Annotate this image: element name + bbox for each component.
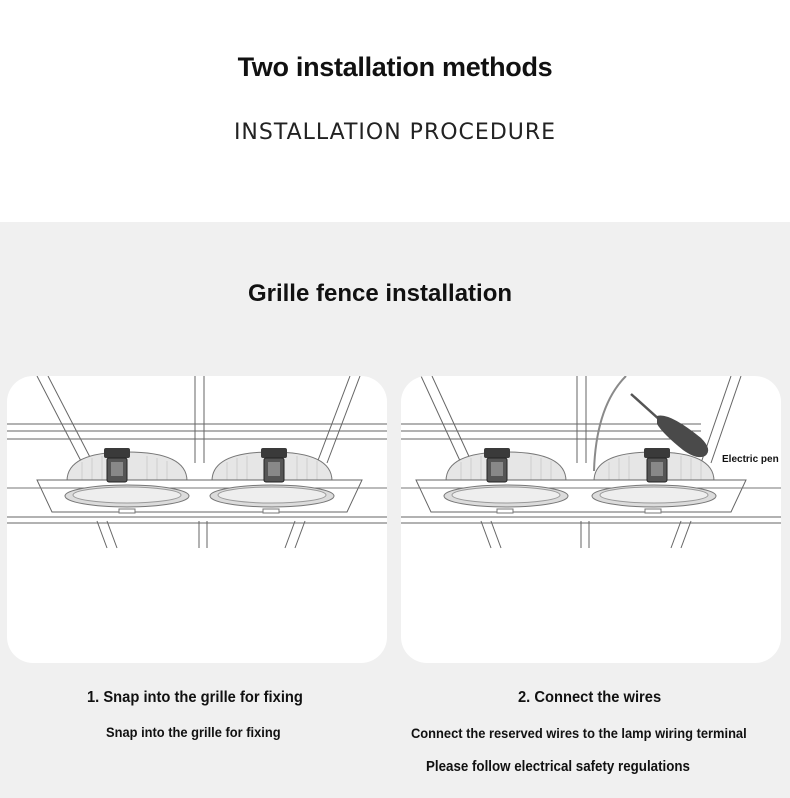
spring-clip [104, 448, 130, 482]
spring-clip [484, 448, 510, 482]
step-1-illustration [7, 376, 387, 663]
step-1-description: Snap into the grille for fixing [106, 724, 281, 740]
page-subtitle: INSTALLATION PROCEDURE [233, 120, 557, 145]
step-2-heading: 2. Connect the wires [518, 689, 662, 706]
step-2-safety-note: Please follow electrical safety regulations [426, 759, 690, 775]
header-area [0, 0, 790, 222]
step-1-heading: 1. Snap into the grille for fixing [87, 689, 303, 706]
page-title: Two installation methods [237, 52, 553, 82]
electric-pen-label: Electric pen [722, 454, 779, 465]
grille-snap-illustration [7, 376, 387, 663]
step-2-description: Connect the reserved wires to the lamp wiring terminal [411, 725, 747, 741]
section-title: Grille fence installation [247, 280, 513, 307]
screwdriver-icon [631, 394, 708, 457]
spring-clip [644, 448, 670, 482]
wiring-illustration [401, 376, 781, 663]
step-2-illustration [401, 376, 781, 663]
spring-clip [261, 448, 287, 482]
